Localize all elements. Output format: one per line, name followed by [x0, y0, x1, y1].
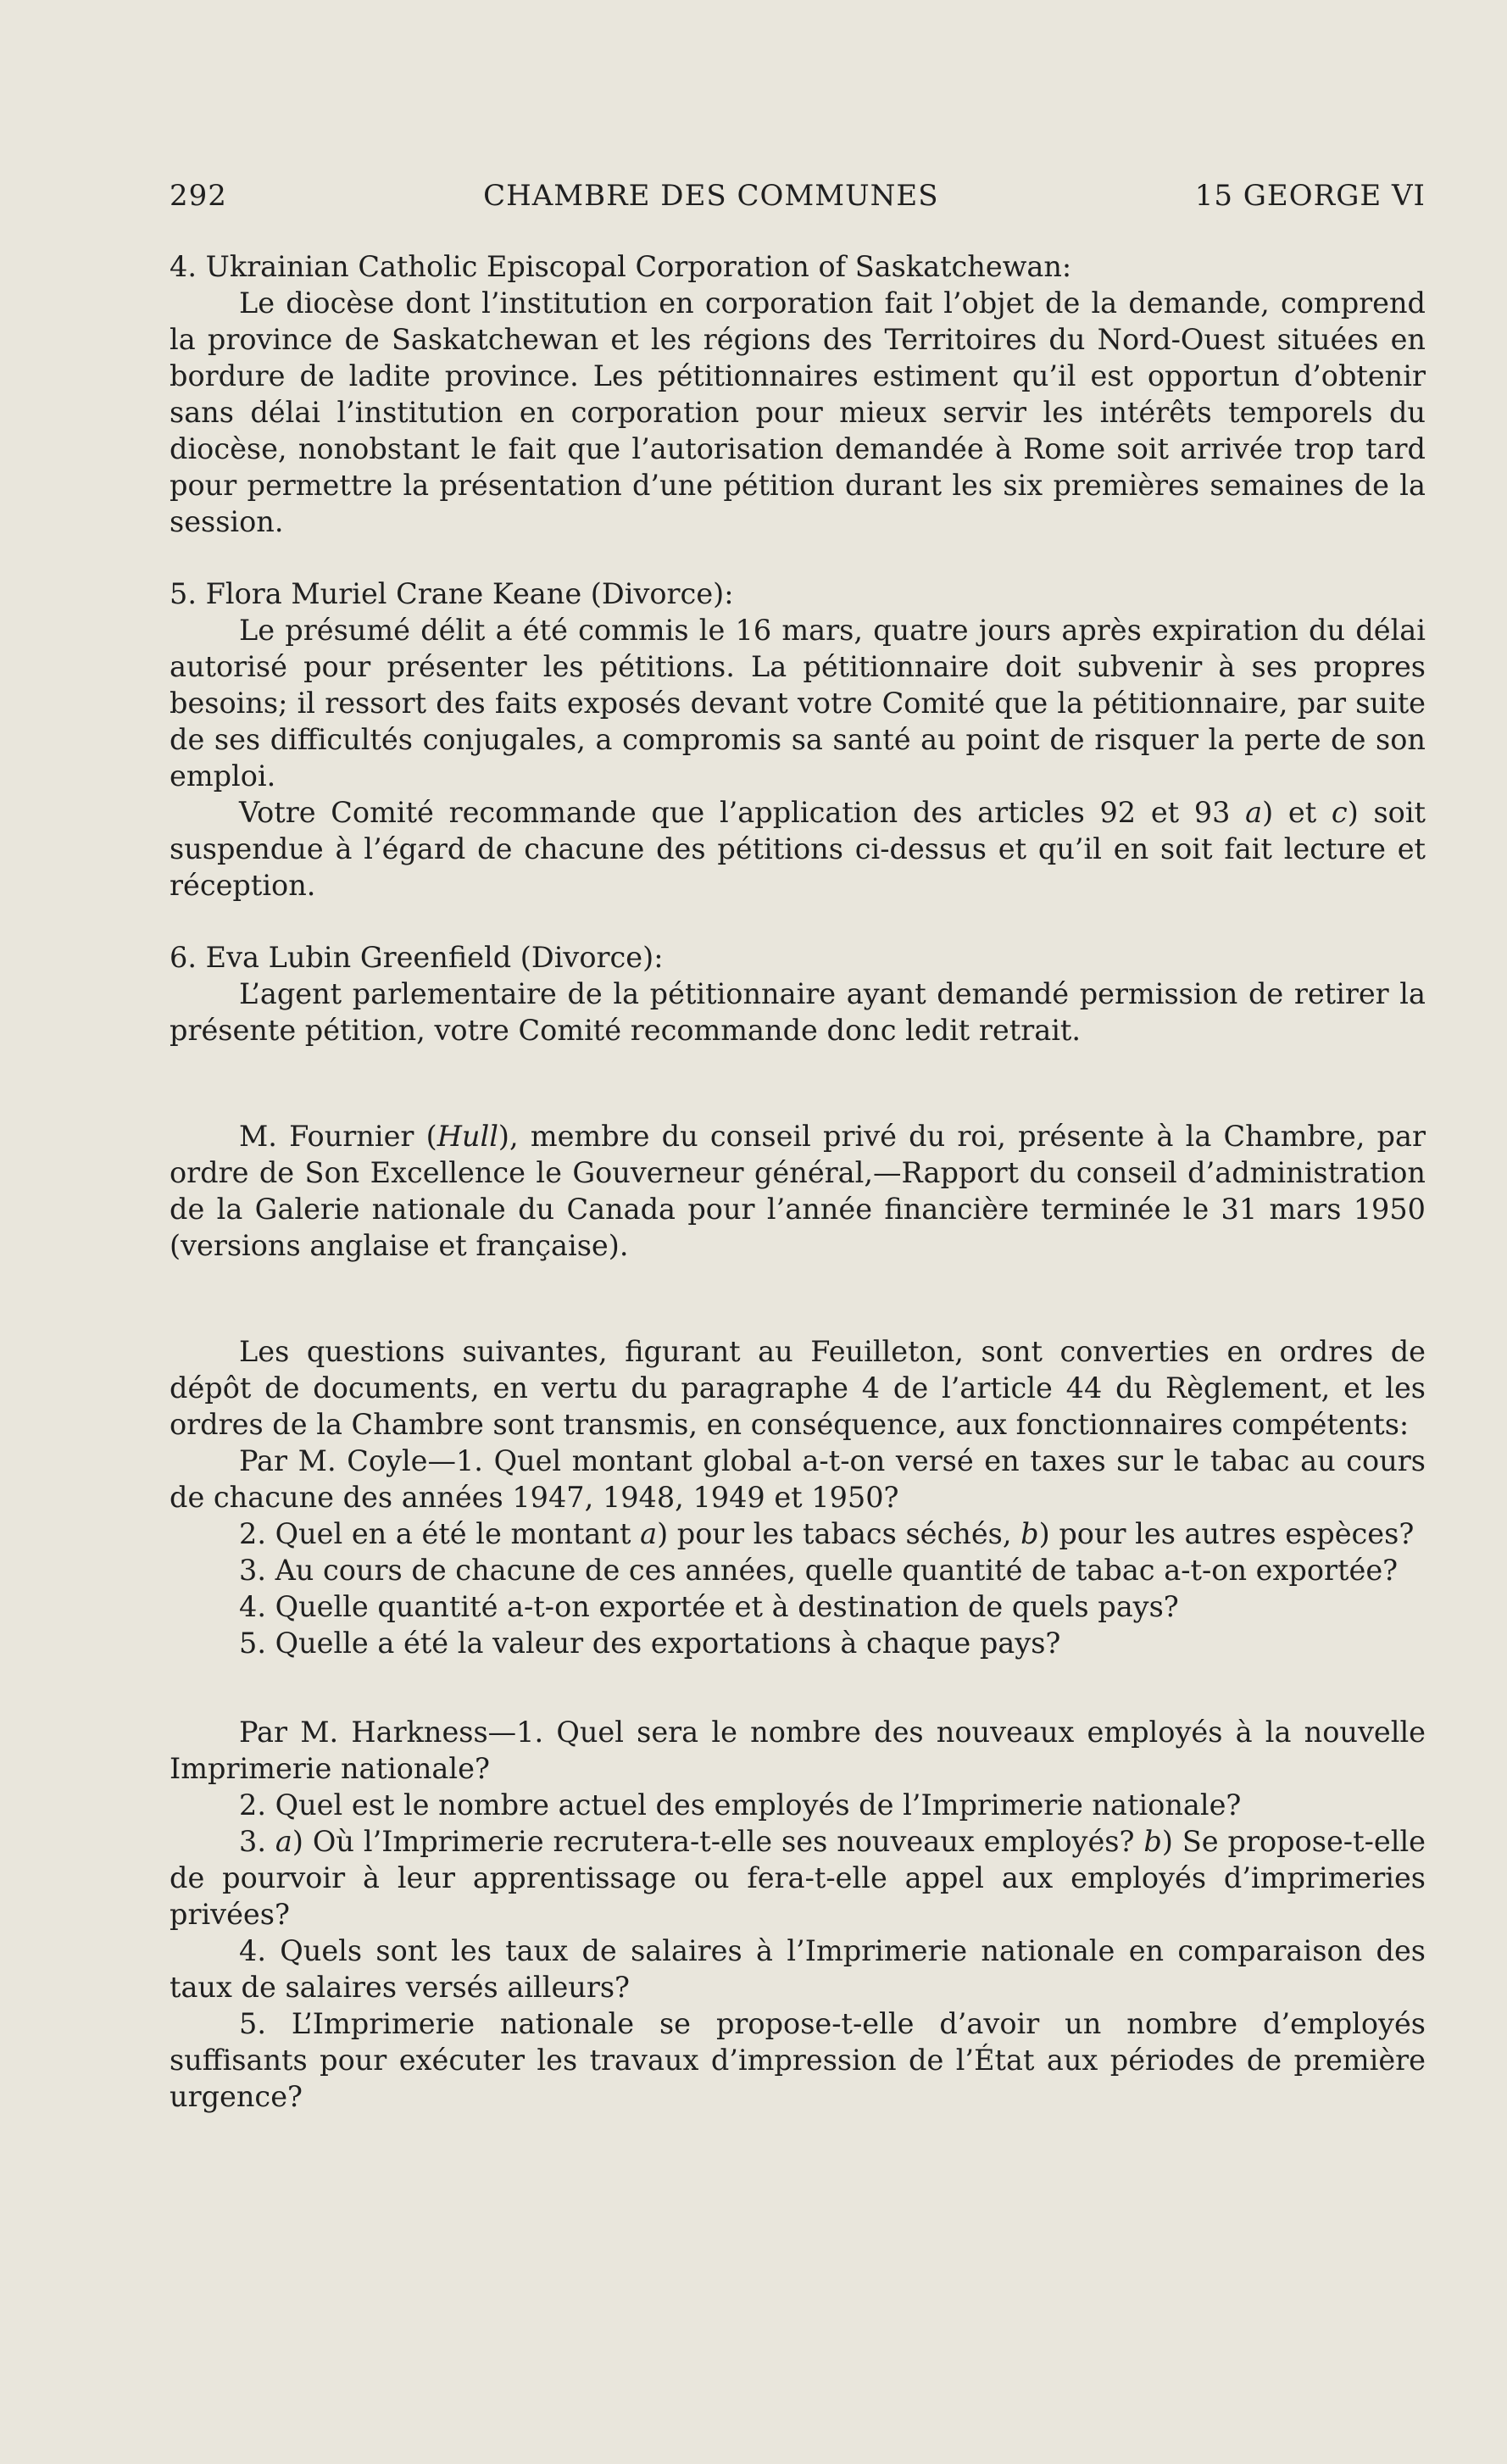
- coyle-q2: 2. Quel en a été le montant a) pour les tabacs séchés, b) pour les autres espèces?: [239, 1517, 1415, 1550]
- fournier-report: M. Fournier (Hull), membre du conseil privé du roi, présente à la Chambre, par ordre de Son Excellence le Gouverneur général,—Rapport du conseil d’administration de la Galerie nationale du Canada pour l’année financière terminée le 31 mars 1950 (versions anglaise et française).: [170, 1120, 1426, 1262]
- header-reign: 15 GEORGE VI: [1194, 179, 1426, 213]
- coyle-q1: Par M. Coyle—1. Quel montant global a-t-on versé en taxes sur le tabac au cours de chacune des années 1947, 1948, 1949 et 1950?: [170, 1444, 1426, 1514]
- harkness-q2: 2. Quel est le nombre actuel des employés de l’Imprimerie nationale?: [239, 1788, 1242, 1822]
- committee-recommendation: Votre Comité recommande que l’application des articles 92 et 93 a) et c) soit suspendue à l’égard de chacune des pétitions ci-dessus et qu’il en soit fait lecture et réception.: [170, 796, 1426, 902]
- petition-6: [170, 939, 1426, 1048]
- page-header: [170, 178, 1426, 214]
- coyle-q4: 4. Quelle quantité a-t-on exportée et à destination de quels pays?: [239, 1590, 1179, 1623]
- coyle-q5: 5. Quelle a été la valeur des exportations à chaque pays?: [239, 1627, 1061, 1660]
- harkness-q4: 4. Quels sont les taux de salaires à l’Imprimerie nationale en comparaison des taux de salaires versés ailleurs?: [170, 1934, 1426, 2004]
- petition-6-title: 6. Eva Lubin Greenfield (Divorce):: [170, 941, 664, 974]
- petition-6-body: L’agent parlementaire de la pétitionnaire ayant demandé permission de retirer la présente pétition, votre Comité recommande donc ledit retrait.: [170, 977, 1426, 1047]
- harkness-q3: 3. a) Où l’Imprimerie recrutera-t-elle ses nouveaux employés? b) Se propose-t-elle de pourvoir à leur apprentissage ou fera-t-elle appel aux employés d’imprimeries privées?: [170, 1825, 1426, 1931]
- questions-intro: Les questions suivantes, figurant au Feuilleton, sont converties en ordres de dépôt de documents, en vertu du paragraphe 4 de l’article 44 du Règlement, et les ordres de la Chambre sont transmis, en conséquence, aux fonctionnaires compétents:: [170, 1335, 1426, 1441]
- document-page: [170, 178, 1426, 2115]
- petition-4-title: 4. Ukrainian Catholic Episcopal Corporation of Saskatchewan:: [170, 250, 1072, 283]
- harkness-questions: [170, 1714, 1426, 2115]
- petition-4: [170, 248, 1426, 540]
- harkness-q1: Par M. Harkness—1. Quel sera le nombre des nouveaux employés à la nouvelle Imprimerie nationale?: [170, 1716, 1426, 1785]
- petition-4-body: Le diocèse dont l’institution en corporation fait l’objet de la demande, comprend la province de Saskatchewan et les régions des Territoires du Nord-Ouest situées en bordure de ladite province. Les pétitionnaires estiment qu’il est opportun d’obtenir sans délai l’institution en corporation pour mieux servir les intérêts temporels du diocèse, nonobstant le fait que l’autorisation demandée à Rome soit arrivée trop tard pour permettre la présentation d’une pétition durant les six premières semaines de la session.: [170, 286, 1426, 538]
- page-number: 292: [170, 179, 227, 213]
- header-title: CHAMBRE DES COMMUNES: [483, 179, 939, 213]
- harkness-q5: 5. L’Imprimerie nationale se propose-t-elle d’avoir un nombre d’employés suffisants pour exécuter les travaux d’impression de l’État aux périodes de première urgence?: [170, 2007, 1426, 2113]
- coyle-questions: [170, 1443, 1426, 1661]
- petition-5-title: 5. Flora Muriel Crane Keane (Divorce):: [170, 577, 734, 610]
- petition-5-body: Le présumé délit a été commis le 16 mars, quatre jours après expiration du délai autorisé pour présenter les pétitions. La pétitionnaire doit subvenir à ses propres besoins; il ressort des faits exposés devant votre Comité que la pétitionnaire, par suite de ses difficultés conjugales, a compromis sa santé au point de risquer la perte de son emploi.: [170, 614, 1426, 793]
- petition-5: [170, 576, 1426, 904]
- coyle-q3: 3. Au cours de chacune de ces années, quelle quantité de tabac a-t-on exportée?: [239, 1554, 1399, 1587]
